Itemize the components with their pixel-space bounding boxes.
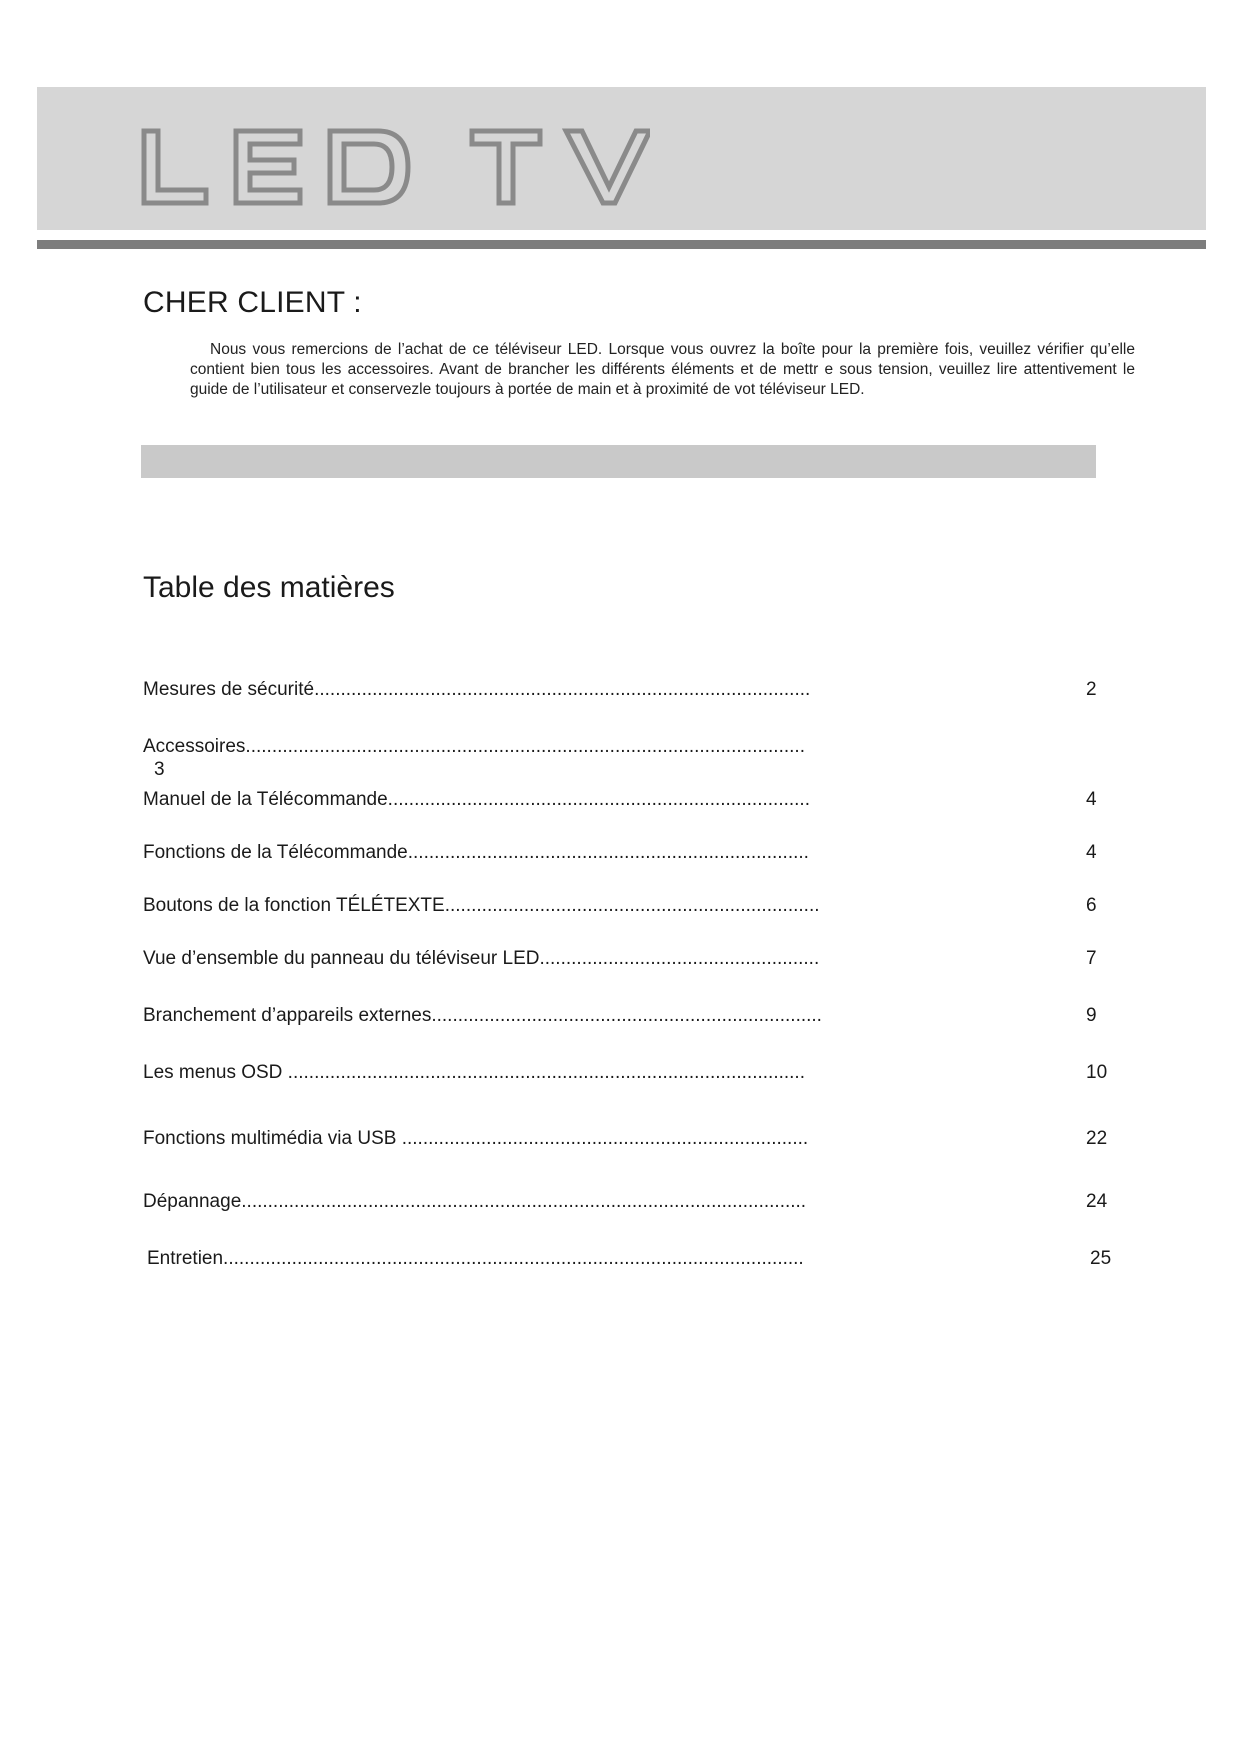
toc-entry-label: Accessoires.......................................................................................................... (143, 736, 805, 757)
toc-entry-label: Boutons de la fonction TÉLÉTEXTE....................................................................... (143, 895, 820, 916)
toc-entry-label: Entretien.............................................................................................................. (147, 1248, 804, 1269)
toc-entry-page: 2 (1086, 679, 1097, 700)
toc-entry (143, 1062, 1143, 1086)
section-divider-bar (141, 445, 1096, 478)
toc-entry-label: Vue d’ensemble du panneau du téléviseur LED..................................................... (143, 948, 820, 969)
header-rule (37, 240, 1206, 249)
toc-title: Table des matières (143, 571, 395, 604)
toc-entry-page: 24 (1086, 1191, 1108, 1212)
toc-entry-page: 6 (1086, 895, 1097, 916)
toc-entry-page: 4 (1086, 789, 1097, 810)
toc-entry (143, 789, 1143, 813)
toc-entry (143, 1248, 1143, 1272)
toc-entry-page: 3 (154, 759, 165, 780)
greeting-title: CHER CLIENT : (143, 286, 362, 319)
toc-entry (143, 1005, 1143, 1029)
toc-entry-label: Fonctions multimédia via USB ............................................................................. (143, 1128, 809, 1149)
toc-entry-page: 10 (1086, 1062, 1108, 1083)
intro-paragraph: Nous vous remercions de l’achat de ce téléviseur LED. Lorsque vous ouvrez la boîte pour la première fois, veuillez vérifier qu’elle contient bien tous les accessoires. Avant de brancher les différents éléments et de mettr e sous tension, veuillez lire attentivement le guide de l’utilisateur et conservezle toujours à portée de main et à proximité de vot téléviseur LED. (190, 341, 1135, 398)
toc-entry-label: Manuel de la Télécommande................................................................................ (143, 789, 810, 810)
toc-entry-page: 7 (1086, 948, 1097, 969)
toc-entry-page: 4 (1086, 842, 1097, 863)
toc-entry-page: 25 (1090, 1248, 1112, 1269)
toc-entry-label: Dépannage........................................................................................................... (143, 1191, 807, 1212)
toc-entry-page: 22 (1086, 1128, 1108, 1149)
toc-entry-label: Branchement d’appareils externes.......................................................................... (143, 1005, 822, 1026)
toc-entry-page: 9 (1086, 1005, 1097, 1026)
toc-entry-label: Les menus OSD .................................................................................................. (143, 1062, 805, 1083)
toc-entry (143, 1128, 1143, 1152)
toc-entry (143, 895, 1143, 919)
toc-entry (143, 1191, 1143, 1215)
toc-entry (143, 842, 1143, 866)
toc-entry (143, 736, 1143, 780)
led-tv-logo (140, 127, 650, 207)
toc-entry-label: Fonctions de la Télécommande............................................................................ (143, 842, 809, 863)
toc-entry (143, 679, 1143, 703)
toc-entry-label: Mesures de sécurité.............................................................................................. (143, 679, 811, 700)
toc-entry (143, 948, 1143, 972)
